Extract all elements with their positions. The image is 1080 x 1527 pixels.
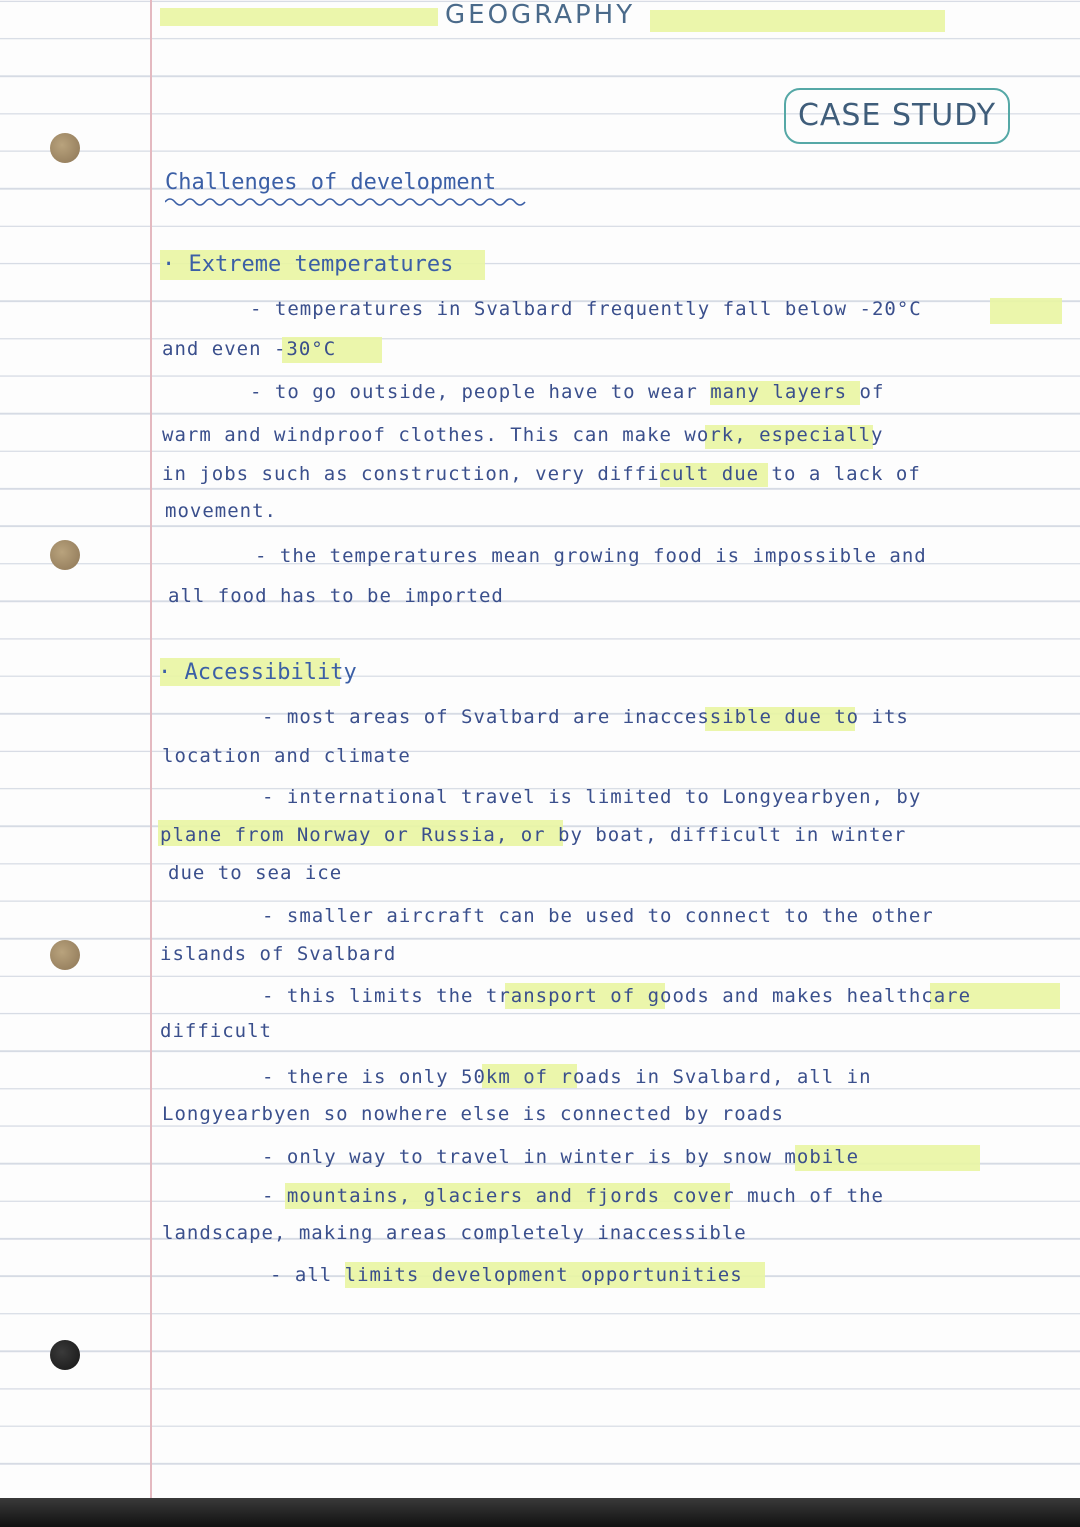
note-line: plane from Norway or Russia, or by boat, difficult in winter bbox=[160, 824, 907, 846]
heading-underline bbox=[165, 196, 535, 208]
bullet-heading-temperatures: · Extreme temperatures bbox=[162, 252, 454, 277]
note-line: - there is only 50km of roads in Svalbard, all in bbox=[262, 1066, 872, 1088]
note-line: landscape, making areas completely inaccessible bbox=[162, 1222, 747, 1244]
page-title: GEOGRAPHY bbox=[445, 0, 636, 30]
bullet-title: Extreme temperatures bbox=[188, 252, 454, 277]
note-line: - mountains, glaciers and fjords cover much of the bbox=[262, 1185, 884, 1207]
note-line: - this limits the transport of goods and makes healthcare bbox=[262, 985, 972, 1007]
section-heading: Challenges of development bbox=[165, 170, 497, 195]
margin-line bbox=[150, 0, 152, 1500]
note-line: - only way to travel in winter is by snow mobile bbox=[262, 1146, 860, 1168]
highlight bbox=[990, 298, 1062, 324]
case-study-badge bbox=[784, 88, 1010, 144]
punch-hole bbox=[50, 1340, 80, 1370]
note-line: - international travel is limited to Longyearbyen, by bbox=[262, 786, 922, 808]
note-line: movement. bbox=[165, 500, 277, 522]
note-line: warm and windproof clothes. This can make work, especially bbox=[162, 424, 884, 446]
note-line: difficult bbox=[160, 1020, 272, 1042]
punch-hole bbox=[50, 133, 80, 163]
title-highlight-right bbox=[650, 10, 945, 32]
note-line: Longyearbyen so nowhere else is connected by roads bbox=[162, 1103, 784, 1125]
note-line: all food has to be imported bbox=[168, 585, 504, 607]
note-line: due to sea ice bbox=[168, 862, 343, 884]
note-line: location and climate bbox=[162, 745, 411, 767]
punch-hole bbox=[50, 540, 80, 570]
note-line: islands of Svalbard bbox=[160, 943, 397, 965]
punch-hole bbox=[50, 940, 80, 970]
note-line: - temperatures in Svalbard frequently fall below -20°C bbox=[250, 298, 922, 320]
bullet-title: Accessibility bbox=[184, 660, 357, 685]
title-highlight-left bbox=[160, 8, 438, 26]
note-line: - the temperatures mean growing food is impossible and bbox=[255, 545, 927, 567]
note-line: - smaller aircraft can be used to connect to the other bbox=[262, 905, 934, 927]
note-line: - to go outside, people have to wear many layers of bbox=[250, 381, 885, 403]
bullet-heading-accessibility: · Accessibility bbox=[158, 660, 357, 685]
page-edge-shadow bbox=[0, 1498, 1080, 1527]
note-line: - most areas of Svalbard are inaccessible due to its bbox=[262, 706, 909, 728]
note-line: and even -30°C bbox=[162, 338, 337, 360]
note-line: - all limits development opportunities bbox=[270, 1264, 743, 1286]
case-study-label: CASE STUDY bbox=[797, 98, 997, 133]
note-line: in jobs such as construction, very difficult due to a lack of bbox=[162, 463, 921, 485]
